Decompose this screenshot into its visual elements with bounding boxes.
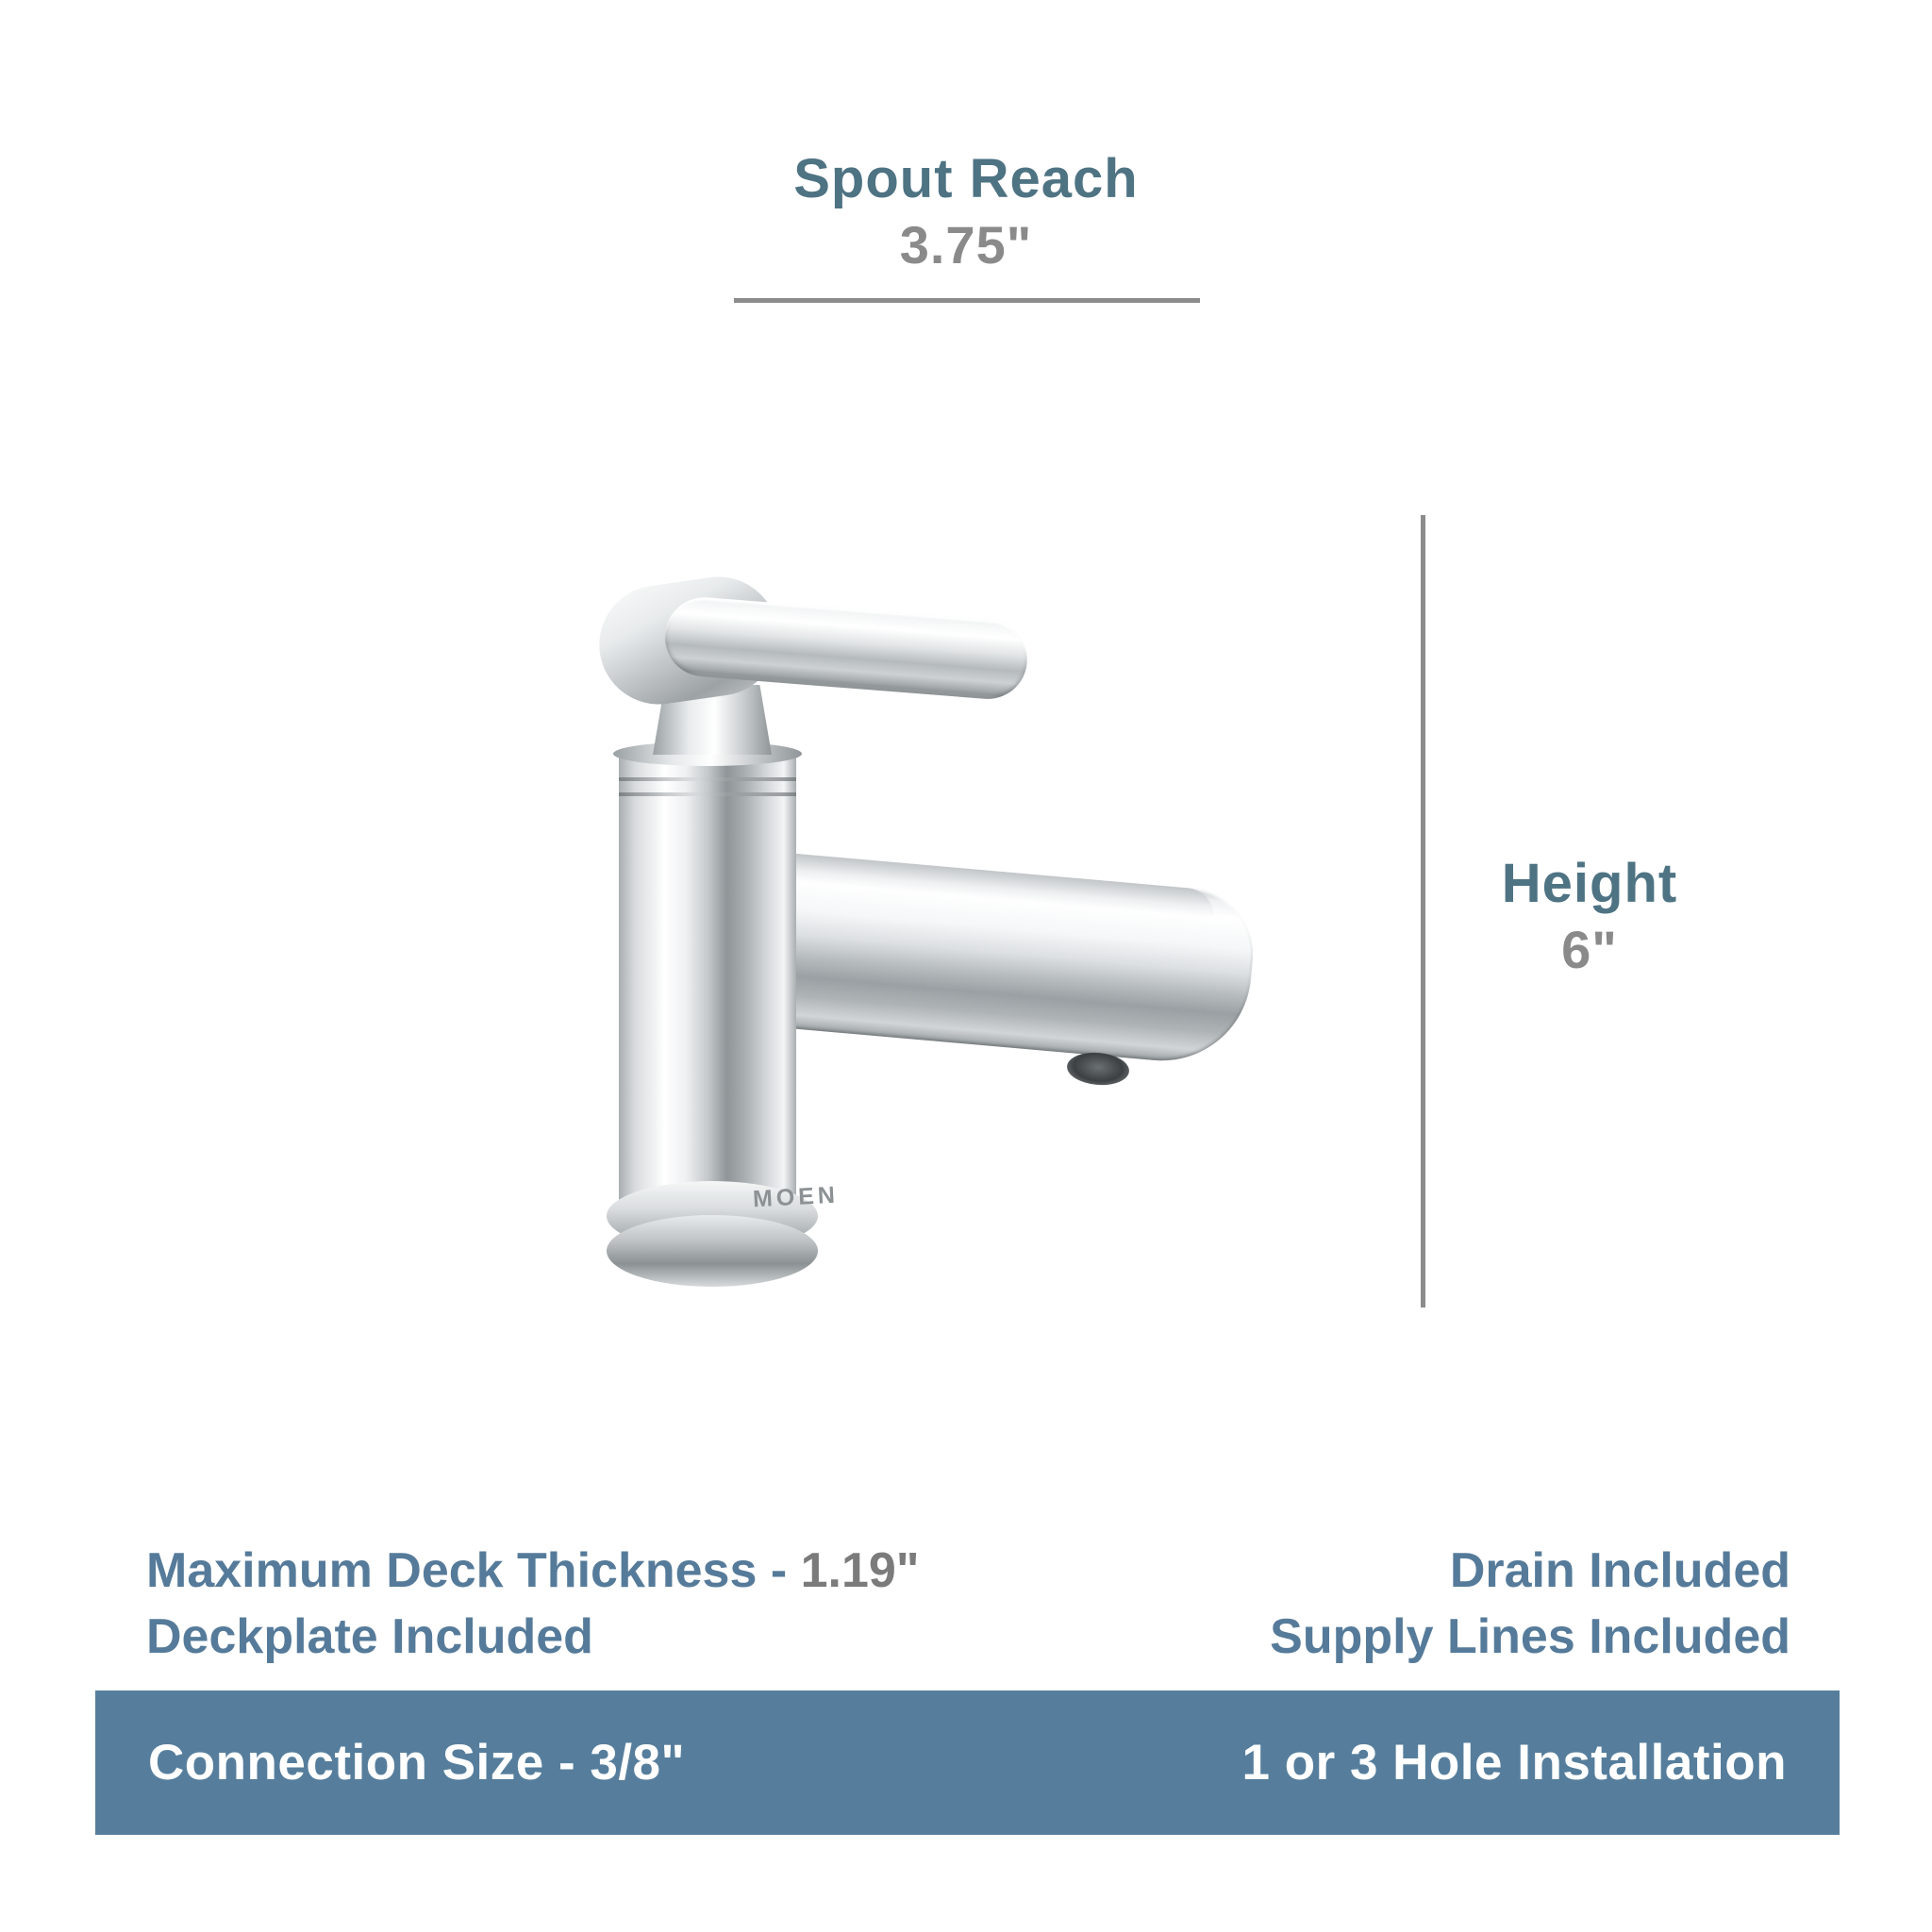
faucet-product-image [575, 566, 1274, 1321]
height-dimension-line [1421, 515, 1425, 1307]
moen-logo: MOEN [752, 1181, 840, 1213]
faucet-body-column [619, 755, 796, 1208]
deck-thickness-label: Maximum Deck Thickness - [146, 1543, 801, 1598]
drain-note: Drain Included [1449, 1543, 1790, 1598]
left-spec-notes [146, 1538, 919, 1670]
height-label: Height [1501, 853, 1678, 914]
spout-reach-dimension [0, 149, 1932, 275]
supply-lines-note: Supply Lines Included [1270, 1609, 1790, 1664]
deck-thickness-value: 1.19" [800, 1543, 920, 1598]
height-value: 6" [1561, 920, 1618, 979]
spout-reach-value: 3.75" [899, 215, 1033, 275]
hole-installation-text: 1 or 3 Hole Installation [1241, 1735, 1787, 1790]
right-spec-notes [1270, 1538, 1790, 1670]
faucet-body-seam [619, 792, 796, 796]
height-dimension [1453, 854, 1726, 980]
connection-size-text: Connection Size - 3/8" [148, 1735, 686, 1790]
spout-reach-dimension-line [734, 298, 1200, 303]
faucet-base-rim [607, 1215, 818, 1287]
spout-reach-label: Spout Reach [793, 148, 1139, 209]
faucet-body-seam [619, 777, 796, 781]
deckplate-note: Deckplate Included [146, 1609, 593, 1664]
footer-spec-bar [95, 1690, 1840, 1835]
deck-thickness-note [146, 1538, 919, 1604]
